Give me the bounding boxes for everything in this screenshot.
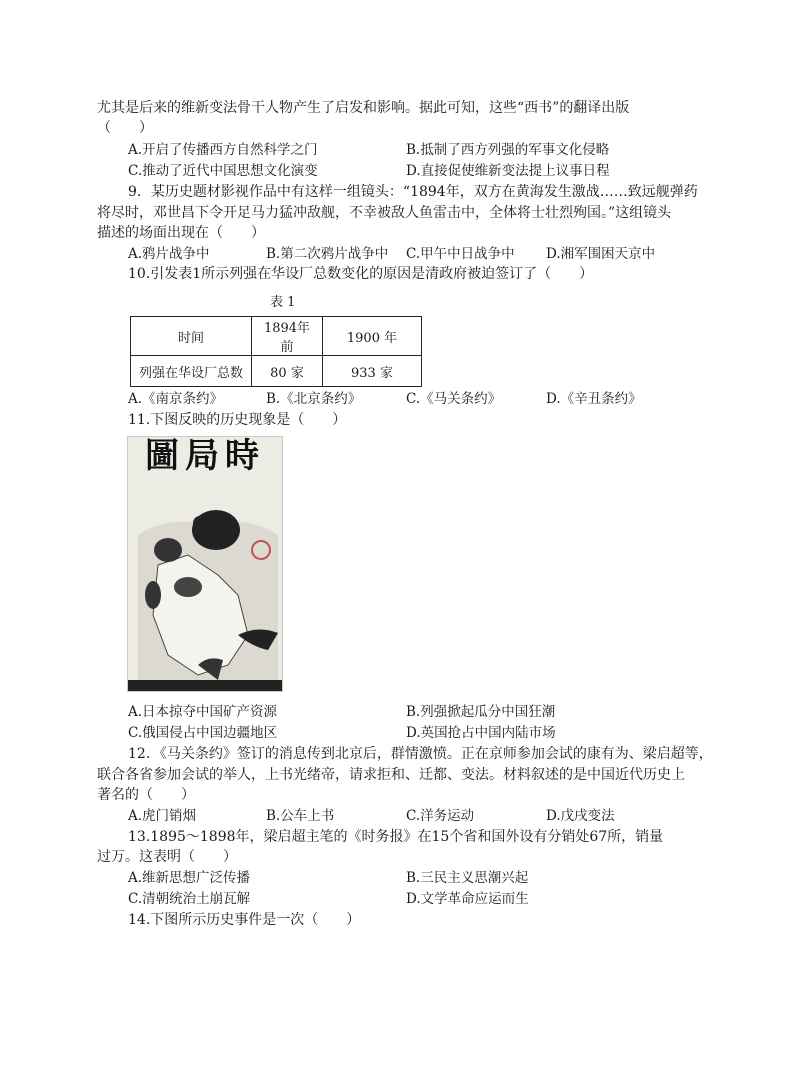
option-b: B.列强掀起瓜分中国狂潮 [406,704,556,720]
option-d: D.《辛丑条约》 [546,391,642,407]
option-b: B.抵制了西方列强的军事文化侵略 [406,142,610,158]
option-c: C.甲午中日战争中 [406,246,515,262]
text-line: 著名的（ ） [97,787,195,803]
text-line: 将尽时，邓世昌下令开足马力猛冲敌舰，不幸被敌人鱼雷击中，全体将士壮烈殉国。”这组镜头 [97,205,672,221]
question-10: 10.引发表1所示列强在华设厂总数变化的原因是清政府被迫签订了（ ） [128,266,594,282]
option-d: D.戊戌变法 [546,808,615,824]
option-a: A.鸦片战争中 [128,246,210,262]
table-title: 表 1 [270,295,296,310]
political-cartoon-image [127,436,283,692]
option-b: B.第二次鸦片战争中 [266,246,389,262]
question-9: 9．某历史题材影视作品中有这样一组镜头：“1894年，双方在黄海发生激战……致远舰弹药 [128,184,698,200]
question-12: 12．《马关条约》签订的消息传到北京后，群情激愤。正在京师参加会试的康有为、梁启超等， [128,746,713,762]
cartoon-title: 圖局時 [145,436,265,476]
option-c: C.《马关条约》 [406,391,502,407]
option-b: B.公车上书 [266,808,335,824]
table-cell: 1900 年 [323,317,422,356]
option-a: A.虎门销烟 [128,808,197,824]
option-a: A.日本掠夺中国矿产资源 [128,704,278,720]
option-b: B.三民主义思潮兴起 [406,870,529,886]
text-line: 联合各省参加会试的举人，上书光绪帝，请求拒和、迁都、变法。材料叙述的是中国近代历史上 [97,767,685,783]
option-c: C.推动了近代中国思想文化演变 [128,163,318,179]
option-c: C.俄国侵占中国边疆地区 [128,725,278,741]
table-cell: 80 家 [252,356,323,387]
option-b: B.《北京条约》 [266,391,362,407]
option-a: A.开启了传播西方自然科学之门 [128,142,318,158]
table-cell: 时间 [131,317,252,356]
option-a: A.维新思想广泛传播 [128,870,251,886]
question-11: 11.下图反映的历史现象是（ ） [128,412,347,428]
data-table [130,316,422,387]
option-a: A.《南京条约》 [128,391,224,407]
option-d: D.直接促使维新变法提上议事日程 [406,163,610,179]
answer-blank: （ ） [97,120,153,136]
cartoon-map-illustration [128,475,282,691]
question-13: 13.1895～1898年，梁启超主笔的《时务报》在15个省和国外设有分销处67所，销量 [128,829,664,845]
text-line: 描述的场面出现在（ ） [97,225,265,241]
option-d: D.文学革命应运而生 [406,891,529,907]
question-14: 14.下图所示历史事件是一次（ ） [128,912,361,928]
option-d: D.湘军围困天京中 [546,246,656,262]
text-line: 过万。这表明（ ） [97,849,237,865]
option-d: D.英国抢占中国内陆市场 [406,725,556,741]
text-line: 尤其是后来的维新变法骨干人物产生了启发和影响。据此可知，这些“西书”的翻译出版 [97,100,630,116]
option-c: C.清朝统治土崩瓦解 [128,891,251,907]
table-cell: 列强在华设厂总数 [131,356,252,387]
table-row [131,356,422,387]
option-c: C.洋务运动 [406,808,475,824]
table-cell: 933 家 [323,356,422,387]
table-cell: 1894年前 [252,317,323,356]
table-row [131,317,422,356]
